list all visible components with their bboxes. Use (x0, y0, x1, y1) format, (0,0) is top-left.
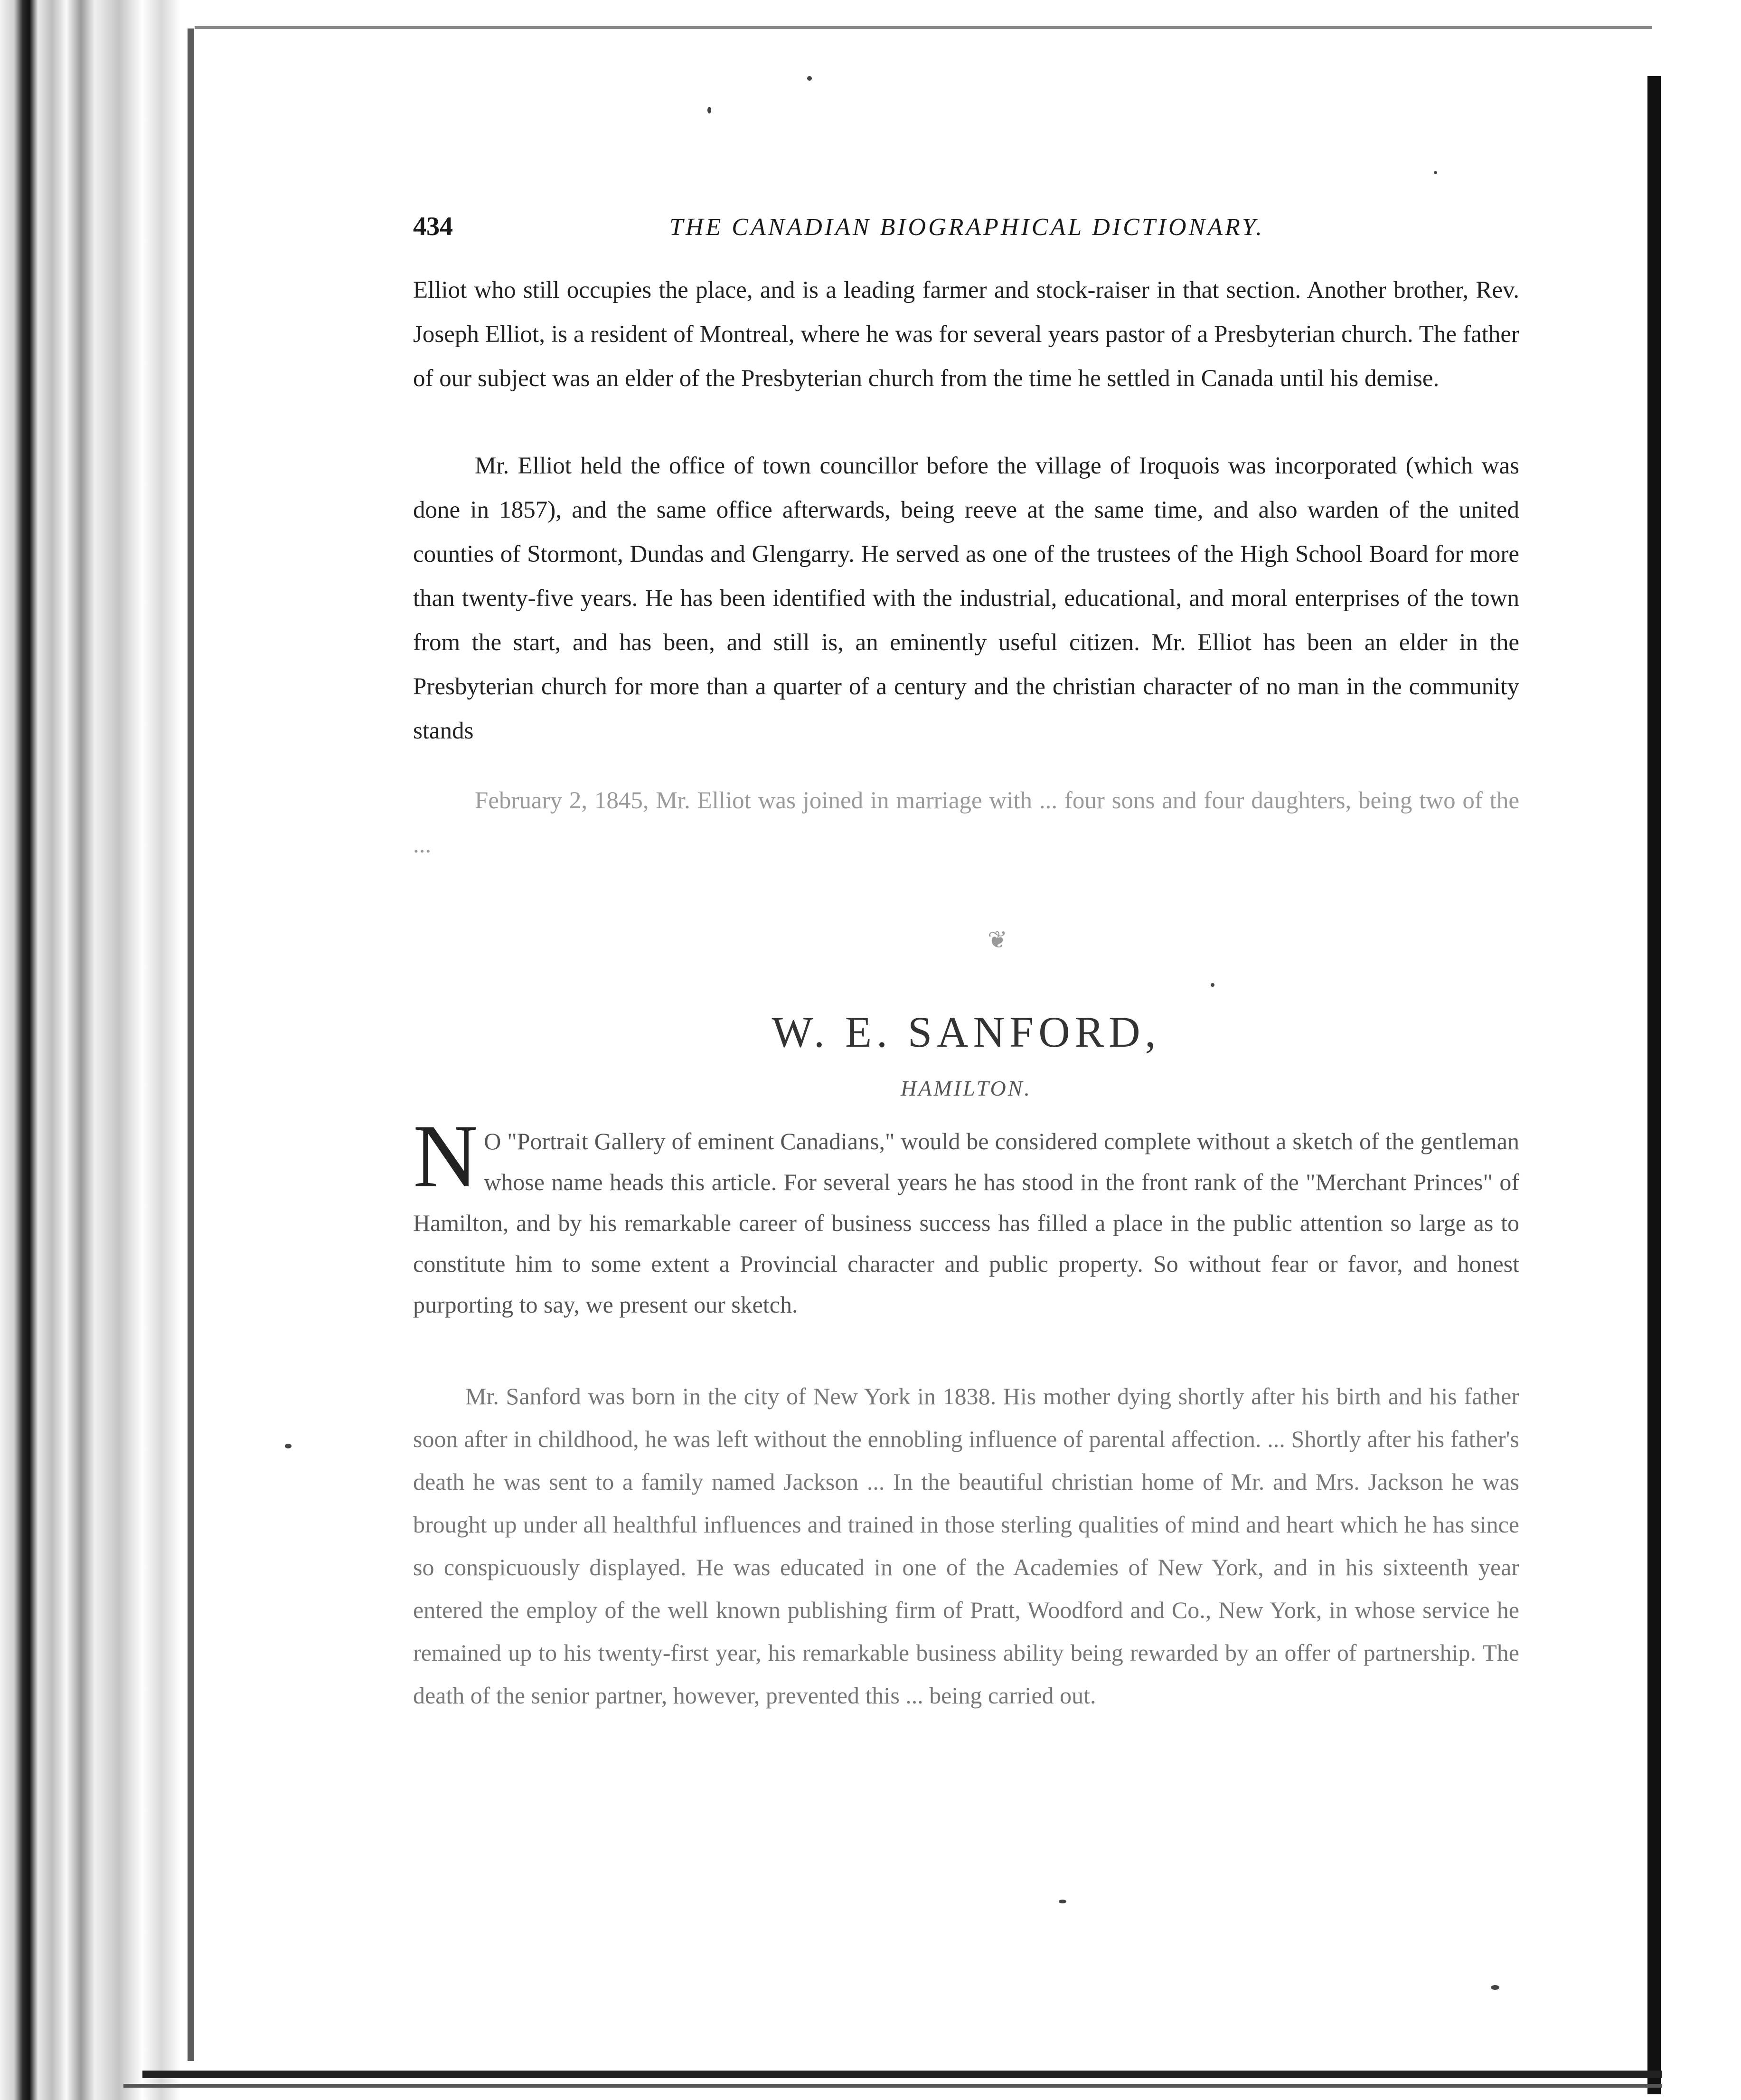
page-right-edge (1647, 76, 1661, 2094)
sketch-title: W. E. SANFORD, (772, 1008, 1161, 1056)
paragraph-2: Mr. Elliot held the office of town councillor before the village of Iroquois was incorporated (which was done in 1857), and the same office afterwards, being reeve at the same time, and also warden of the united counties of Stormont, Dundas and Glengarry. He served as one of the trustees of the High School Board for more than twenty-five years. He has been identified with the industrial, educational, and moral enterprises of the town from the start, and has been, and still is, an eminently useful citizen. Mr. Elliot has been an elder in the Presbyterian church for more than a quarter of a century and the christian character of no man in the community stands (413, 453, 1519, 744)
page-bottom-edge (142, 2071, 1662, 2078)
page-bottom-edge-shadow (123, 2084, 1662, 2088)
paragraph-3-faded: February 2, 1845, Mr. Elliot was joined in marriage with ... four sons and four daughters, being two of the ... (413, 787, 1519, 858)
running-title: THE CANADIAN BIOGRAPHICAL DICTIONARY. (669, 214, 1264, 241)
drop-cap: N (413, 1107, 479, 1206)
scan-speck (1491, 1985, 1499, 1990)
sketch-paragraph-1-text: O "Portrait Gallery of eminent Canadians," would be considered complete without a sketch of the gentleman whose name heads this article. For several years he has stood in the front rank of the "Merchant Princes" of Hamilton, and by his remarkable career of business success has filled a place in the public attention so large as to constitute him to some extent a Provincial character and public property. So without fear or favor, and honest purporting to say, we present our sketch. (413, 1128, 1519, 1318)
scan-speck (1434, 171, 1437, 174)
sketch-paragraph-1 (413, 1107, 1519, 1325)
scan-speck (285, 1444, 292, 1448)
scan-speck (1059, 1900, 1066, 1903)
page-number: 434 (413, 212, 453, 241)
section-ornament: ❦ (988, 927, 1007, 953)
sketch-place: HAMILTON. (901, 1076, 1032, 1100)
paragraph-1: Elliot who still occupies the place, and is a leading farmer and stock-raiser in that section. Another brother, Rev. Joseph Elliot, is a resident of Montreal, where he was for several years pastor of a Presbyterian church. The father of our subject was an elder of the Presbyterian church from the time he settled in Canada until his demise. (413, 277, 1519, 392)
page-header (413, 211, 1519, 249)
scan-speck (707, 107, 711, 114)
scan-speck (807, 76, 812, 81)
sketch-paragraph-2: Mr. Sanford was born in the city of New York in 1838. His mother dying shortly after his birth and his father soon after in childhood, he was left without the ennobling influence of parental affection. ... Shortly after his father's death he was sent to a family named Jackson ... In the beautiful christian home of Mr. and Mrs. Jackson he was brought up under all healthful influences and trained in those sterling qualities of mind and heart which he has since so conspicuously displayed. He was educated in one of the Academies of New York, and in his sixteenth year entered the employ of the well known publishing firm of Pratt, Woodford and Co., New York, in whose service he remained up to his twenty-first year, his remarkable business ability being rewarded by an offer of partnership. The death of the senior partner, however, prevented this ... being carried out. (413, 1383, 1519, 1709)
binding-edge (188, 28, 194, 2061)
scan-speck (1211, 983, 1214, 987)
book-binding (0, 0, 199, 2100)
